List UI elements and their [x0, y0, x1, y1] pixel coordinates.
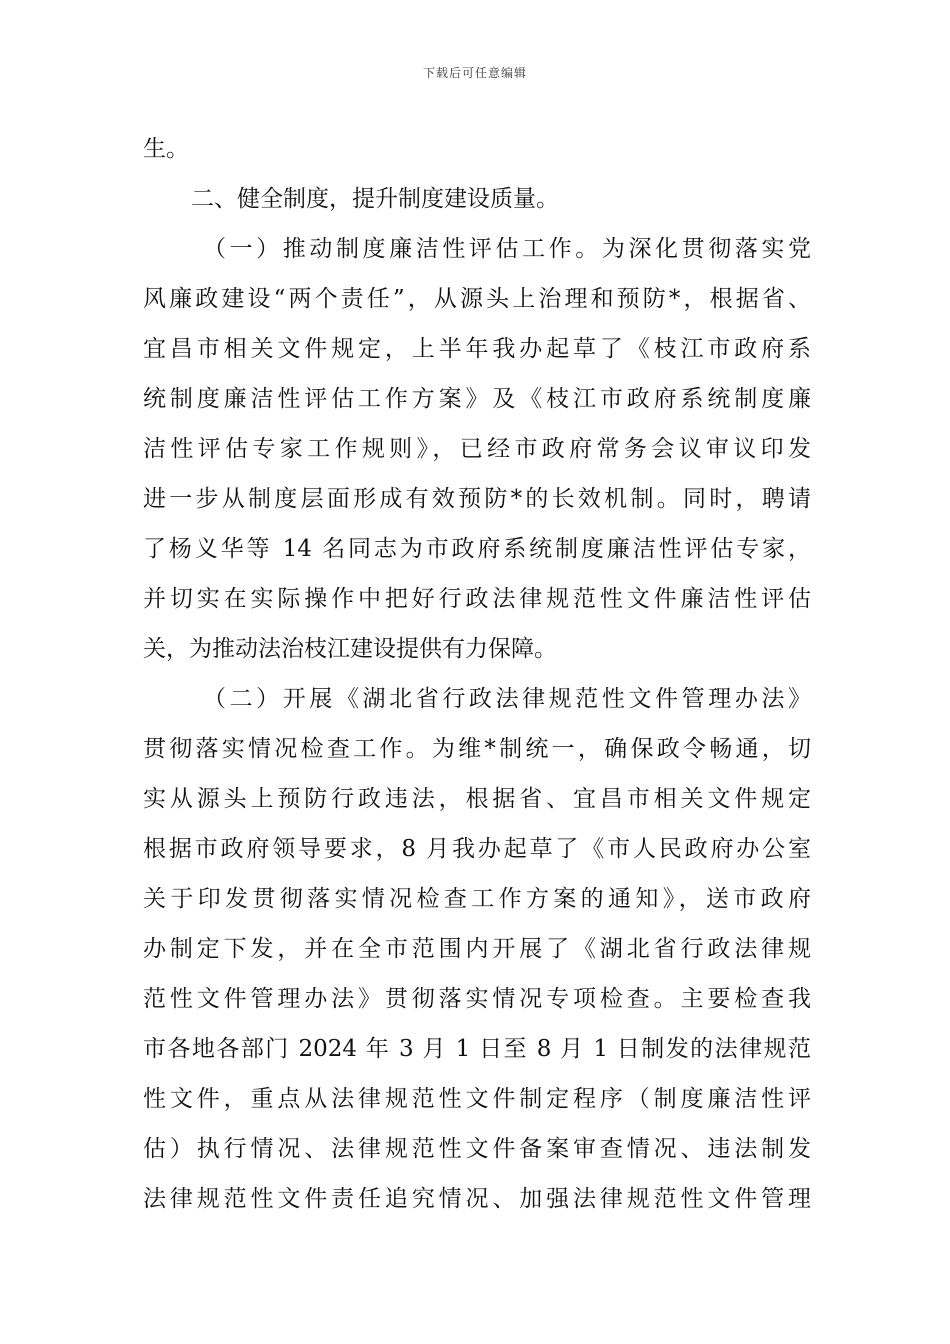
paragraph-line: 市各地各部门 2024 年 3 月 1 日至 8 月 1 日制发的法律规范 [143, 1036, 811, 1062]
paragraph-line: 贯彻落实情况检查工作。为维*制统一，确保政令畅通，切 [143, 736, 811, 762]
document-body [143, 124, 811, 1224]
paragraph-line: 关，为推动法治枝江建设提供有力保障。 [143, 636, 557, 662]
paragraph-line: 实从源头上预防行政违法，根据省、宜昌市相关文件规定 [143, 786, 811, 812]
paragraph-line: 宜昌市相关文件规定，上半年我办起草了《枝江市政府系 [143, 336, 811, 362]
paragraph-line: 生。 [143, 136, 189, 162]
paragraph-line: 性文件，重点从法律规范性文件制定程序（制度廉洁性评 [143, 1086, 811, 1112]
paragraph-line: 法律规范性文件责任追究情况、加强法律规范性文件管理 [143, 1186, 811, 1212]
subsection-heading-line: （一）推动制度廉洁性评估工作。为深化贯彻落实党 [203, 236, 811, 262]
paragraph-line: 统制度廉洁性评估工作方案》及《枝江市政府系统制度廉 [143, 386, 811, 412]
paragraph-line: 估）执行情况、法律规范性文件备案审查情况、违法制发 [143, 1136, 811, 1162]
paragraph-line: 进一步从制度层面形成有效预防*的长效机制。同时，聘请 [143, 486, 811, 512]
paragraph-line: 风廉政建设“两个责任”，从源头上治理和预防*，根据省、 [143, 286, 811, 312]
section-heading: 二、健全制度，提升制度建设质量。 [191, 186, 559, 212]
subsection-heading-line: （二）开展《湖北省行政法律规范性文件管理办法》 [203, 686, 811, 712]
page-header: 下载后可任意编辑 [422, 66, 527, 80]
paragraph-line: 范性文件管理办法》贯彻落实情况专项检查。主要检查我 [143, 986, 811, 1012]
paragraph-line: 洁性评估专家工作规则》，已经市政府常务会议审议印发 [143, 436, 811, 462]
paragraph-line: 关于印发贯彻落实情况检查工作方案的通知》，送市政府 [143, 886, 811, 912]
paragraph-line: 根据市政府领导要求，8 月我办起草了《市人民政府办公室 [143, 836, 811, 862]
paragraph-line: 并切实在实际操作中把好行政法律规范性文件廉洁性评估 [143, 586, 811, 612]
paragraph-line: 办制定下发，并在全市范围内开展了《湖北省行政法律规 [143, 936, 811, 962]
paragraph-line: 了杨义华等 14 名同志为市政府系统制度廉洁性评估专家， [143, 536, 811, 562]
